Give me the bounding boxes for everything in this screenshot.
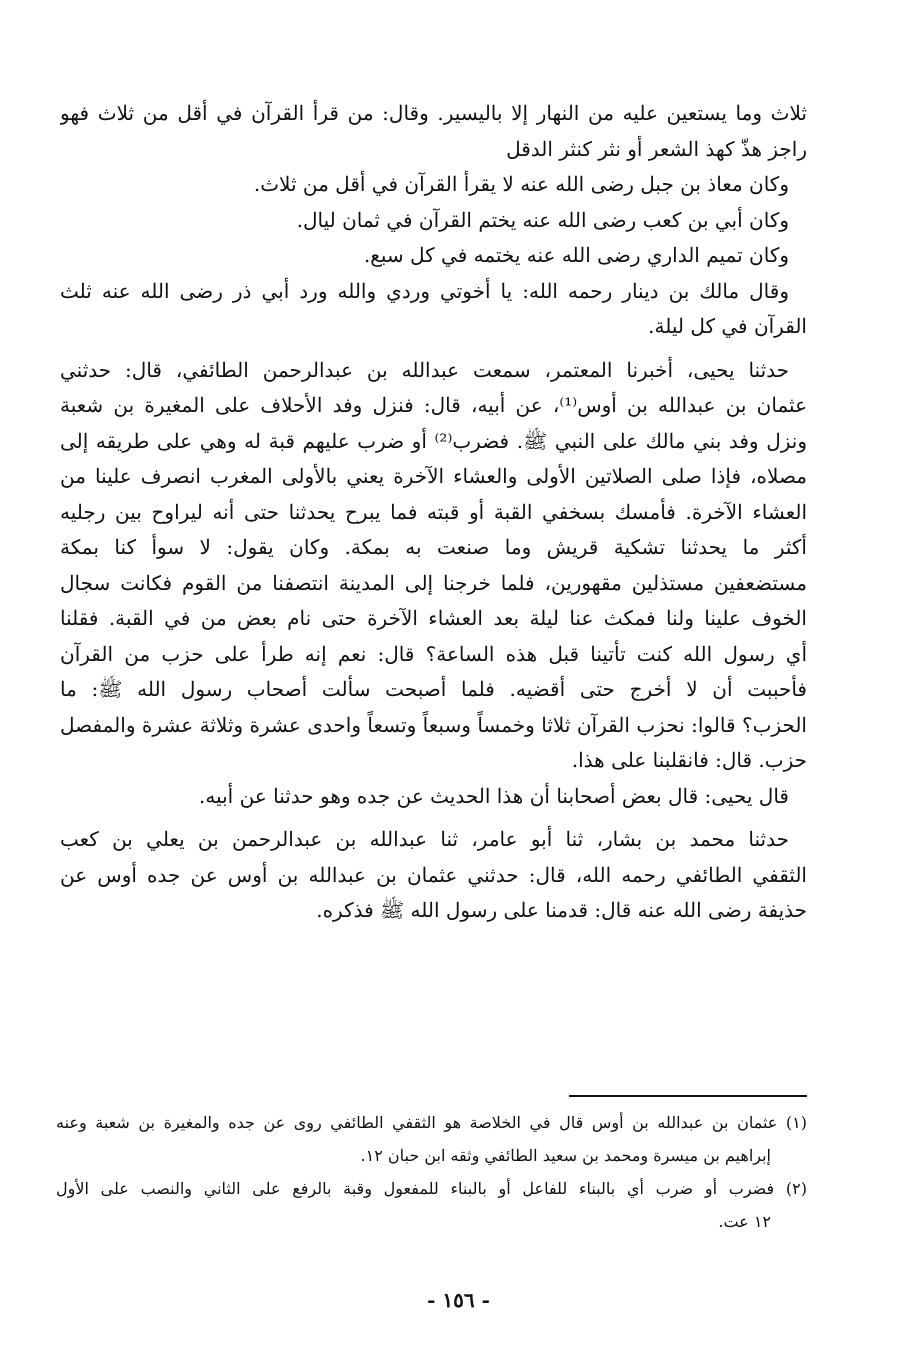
footnote-line: ١٢ عت. [718,1212,771,1231]
text-line: قال يحيى: قال بعض أصحابنا أن هذا الحديث عن جده وهو حدثنا عن أبيه. [199,783,789,808]
text-line: القرآن في كل ليلة. [648,314,807,338]
footnote-line: (١) عثمان بن عبدالله بن أوس قال في الخلاصة هو الثقفي الطائفي روى عن جده والمغيرة بن شعبة وعنه [56,1113,807,1132]
text-line: فأحببت أن لا أخرج حتى أقضيه. فلما أصبحت سألت أصحاب رسول الله ﷺ: ما [60,677,807,701]
text-line: حدثنا محمد بن بشار، ثنا أبو عامر، ثنا عبدالله بن عبدالرحمن بن يعلي بن كعب [60,827,789,851]
text-line: حدثنا يحيى، أخبرنا المعتمر، سمعت عبدالله بن عبدالرحمن الطائفي، قال: حدثني [60,357,789,382]
text-line: الثقفي الطائفي رحمه الله، قال: حدثني عثمان بن عبدالله بن أوس عن جده أوس عن [60,862,807,887]
footnotes [56,1106,807,1238]
text-line: عثمان بن عبدالله بن أوس⁽¹⁾، عن أبيه، قال: فنزل وفد الأحلاف على المغيرة بن شعبة [60,393,807,417]
paragraph-gap [60,345,807,353]
text-line: وكان أبي بن كعب رضى الله عنه يختم القرآن في ثمان ليال. [296,207,789,232]
paragraph-gap [60,814,807,822]
text-line: حذيفة رضى الله عنه قال: قدمنا على رسول الله ﷺ فذكره. [316,898,807,922]
text-line: مستضعفين مستذلين مقهورين، فلما خرجنا إلى المدينة انتصفنا من القوم فكانت سجال [60,570,807,595]
text-line: أي رسول الله كنت تأتينا قبل هذه الساعة؟ قال: نعم إنه طرأ على حزب من القرآن [60,641,807,666]
text-line: راجز هذّ كهذ الشعر أو نثر كنثر الدقل [506,136,807,161]
text-line: ونزل وفد بني مالك على النبي ﷺ. فضرب⁽²⁾ أو ضرب عليهم قبة له وهي على طريقه إلى [60,428,807,453]
text-line: وكان معاذ بن جبل رضى الله عنه لا يقرأ القرآن في أقل من ثلاث. [253,172,789,196]
text-line: ثلاث وما يستعين عليه من النهار إلا باليسير. وقال: من قرأ القرآن في أقل من ثلاث فهو [60,101,807,125]
text-line: وكان تميم الداري رضى الله عنه يختمه في كل سبع. [363,243,789,267]
text-line: أكثر ما يحدثنا تشكية قريش وما صنعت به بمكة. وكان يقول: لا سوأ كنا بمكة [60,535,807,559]
footnote-line: إبراهيم بن ميسرة ومحمد بن سعيد الطائفي وثقه ابن حبان ١٢. [360,1146,771,1165]
text-line: العشاء الآخرة. فأمسك بسخفي القبة أو قبته فما يبرح يحدثنا حتى أنه ليراوح بين رجليه [60,499,807,524]
footnote-line: (٢) فضرب أو ضرب أي بالبناء للفاعل أو بالبناء للمفعول وقبة بالرفع على الثاني والنصب على الأول [56,1179,807,1198]
text-line: مصلاه، فإذا صلى الصلاتين الأولى والعشاء الآخرة يعني بالأولى المغرب انصرف علينا من [60,464,807,488]
footnote-divider [569,1095,807,1097]
text-line: الحزب؟ قالوا: نحزب القرآن ثلاثا وخمساً وسبعاً وتسعاً واحدى عشرة وثلاثة عشرة والمفصل [60,712,807,737]
text-line: الخوف علينا ولنا فمكث عنا ليلة بعد العشاء الآخرة حتى نام بعض من في القبة. فقلنا [60,606,807,630]
page-number: - ١٥٦ - [427,1288,490,1312]
main-text [60,96,807,929]
text-line: حزب. قال: فانقلبنا على هذا. [571,748,807,772]
text-line: وقال مالك بن دينار رحمه الله: يا أخوتي وردي والله ورد أبي ذر رضى الله عنه ثلث [60,278,789,303]
